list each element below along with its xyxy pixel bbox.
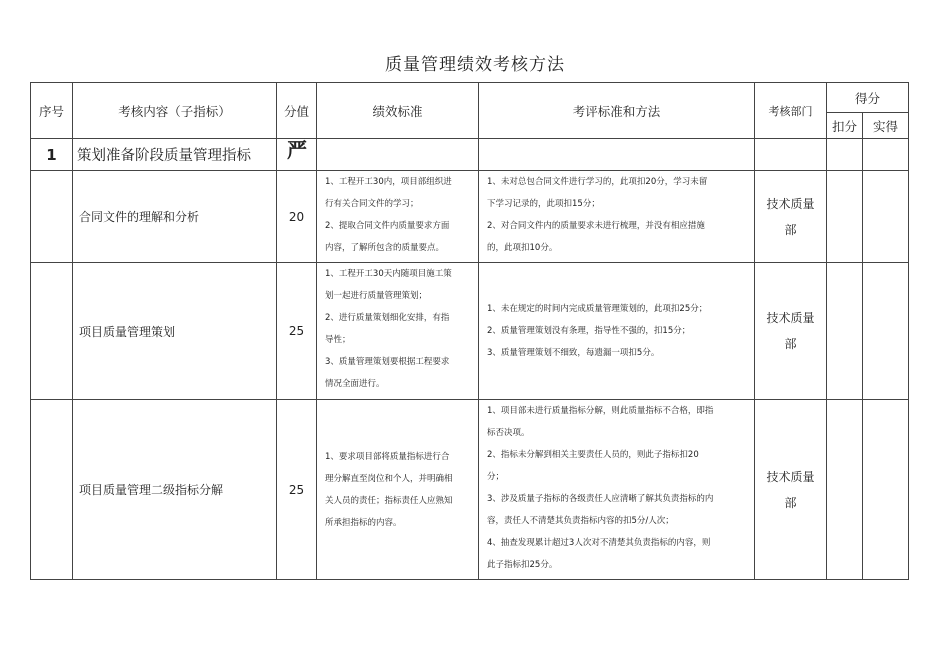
method-line: 1、未在规定的时间内完成质量管理策划的，此项扣25分； <box>487 304 708 314</box>
method-line: 标否决项。 <box>487 428 530 438</box>
dept-line: 部 <box>784 495 797 510</box>
page-title: 质量管理绩效考核方法 <box>385 55 565 75</box>
method-line: 1、项目部未进行质量指标分解，则此质量指标不合格，即指 <box>487 406 714 416</box>
table-row <box>31 400 909 580</box>
row-dept <box>755 171 827 263</box>
standard-line: 关人员的责任；指标责任人应熟知 <box>325 495 453 506</box>
dept-line: 部 <box>784 337 797 351</box>
section-score-mark: 严 <box>277 139 317 171</box>
row-dept <box>755 263 827 400</box>
header-standard: 绩效标准 <box>317 83 479 139</box>
method-line: 此子指标扣25分。 <box>487 560 558 570</box>
dept-line: 技术质量 <box>766 311 815 325</box>
section-title: 策划准备阶段质量管理指标 <box>73 139 277 171</box>
method-line: 容，责任人不清楚其负责指标内容的扣5分/人次； <box>487 516 674 526</box>
standard-line: 划一起进行质量管理策划； <box>325 291 428 301</box>
row-method <box>479 171 755 263</box>
header-actual: 实得 <box>863 113 909 139</box>
assessment-table <box>30 82 909 580</box>
standard-line: 2、进行质量策划细化安排，有指 <box>325 313 450 323</box>
standard-line: 行有关合同文件的学习； <box>325 199 419 209</box>
header-score: 分值 <box>277 83 317 139</box>
actual-cell <box>863 263 909 400</box>
dept-line: 技术质量 <box>766 469 815 484</box>
row-content: 项目质量管理策划 <box>73 263 277 400</box>
method-line: 分； <box>487 472 505 482</box>
row-method <box>479 263 755 400</box>
row-score: 25 <box>277 263 317 400</box>
row-content: 项目质量管理二级指标分解 <box>73 400 277 580</box>
row-dept <box>755 400 827 580</box>
table-row <box>31 171 909 263</box>
standard-line: 情况全面进行。 <box>325 379 385 389</box>
method-line: 2、对合同文件内的质量要求未进行梳理，并没有相应措施 <box>487 221 705 231</box>
section-number: 1 <box>31 139 73 171</box>
standard-line: 1、要求项目部将质量指标进行合 <box>325 451 450 462</box>
standard-line: 1、工程开工30内，项目部组织进 <box>325 177 452 187</box>
dept-line: 技术质量 <box>766 196 815 211</box>
standard-line: 导性； <box>325 335 351 345</box>
row-standard <box>317 171 479 263</box>
header-points: 得分 <box>827 83 909 113</box>
actual-cell <box>863 400 909 580</box>
method-line: 3、质量管理策划不细致，每遗漏一项扣5分。 <box>487 348 660 358</box>
header-content: 考核内容（子指标） <box>73 83 277 139</box>
section-row <box>31 139 909 171</box>
row-standard <box>317 400 479 580</box>
standard-line: 理分解直至岗位和个人，并明确相 <box>325 473 453 484</box>
table-row <box>31 263 909 400</box>
method-line: 2、质量管理策划没有条理，指导性不强的，扣15分； <box>487 326 691 336</box>
method-line: 的，此项扣10分。 <box>487 243 558 253</box>
method-line: 3、涉及质量子指标的各级责任人应清晰了解其负责指标的内 <box>487 494 714 504</box>
actual-cell <box>863 171 909 263</box>
row-score: 20 <box>277 171 317 263</box>
standard-line: 3、质量管理策划要根据工程要求 <box>325 357 450 367</box>
method-line: 4、抽查发现累计超过3人次对不清楚其负责指标的内容，则 <box>487 538 711 548</box>
row-content: 合同文件的理解和分析 <box>73 171 277 263</box>
row-score: 25 <box>277 400 317 580</box>
deduct-cell <box>827 171 863 263</box>
standard-line: 1、工程开工30天内随项目施工策 <box>325 269 452 279</box>
standard-line: 内容，了解所包含的质量要点。 <box>325 243 445 253</box>
method-line: 下学习记录的，此项扣15分； <box>487 199 600 209</box>
header-deduct: 扣分 <box>827 113 863 139</box>
method-line: 1、未对总包合同文件进行学习的，此项扣20分，学习未留 <box>487 177 708 187</box>
standard-line: 2、提取合同文件内质量要求方面 <box>325 221 450 231</box>
header-dept: 考核部门 <box>755 83 827 139</box>
method-line: 2、指标未分解到相关主要责任人员的，则此子指标扣20 <box>487 450 699 460</box>
header-seq: 序号 <box>31 83 73 139</box>
standard-line: 所承担指标的内容。 <box>325 517 402 528</box>
deduct-cell <box>827 263 863 400</box>
row-method <box>479 400 755 580</box>
row-standard <box>317 263 479 400</box>
dept-line: 部 <box>784 222 797 237</box>
header-method: 考评标准和方法 <box>479 83 755 139</box>
deduct-cell <box>827 400 863 580</box>
header-row <box>31 83 909 113</box>
